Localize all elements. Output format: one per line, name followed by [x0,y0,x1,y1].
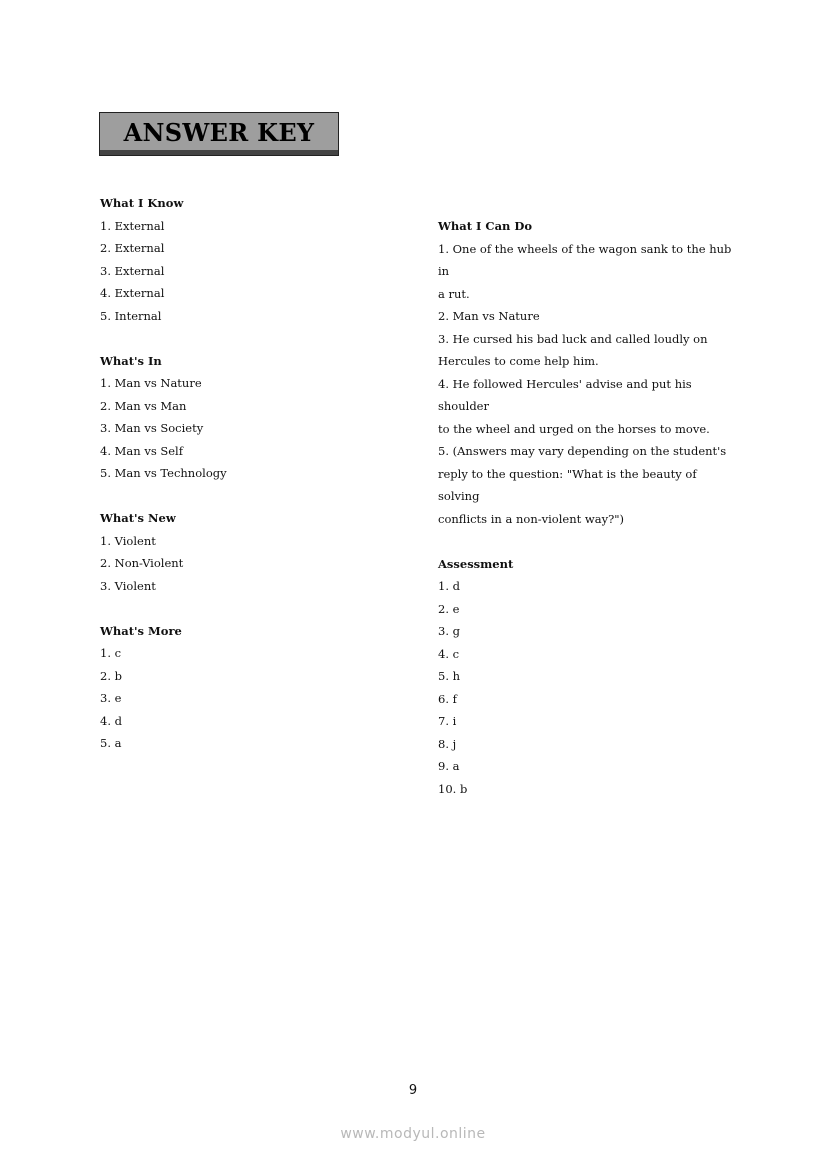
list-item: 4. Man vs Self [100,443,183,458]
answer-line: a rut. [438,286,470,301]
watermark: www.modyul.online [340,1126,486,1142]
list-item: 2. External [100,241,165,255]
list-item: 2. Man vs Man [100,398,187,413]
list-item: 4. External [100,286,165,300]
list-item: 5. Internal [100,308,162,323]
list-item: 3. Violent [100,578,156,593]
list-item: 1. c [100,646,122,660]
right-column [438,215,738,800]
list-item: 7. i [438,714,457,728]
answer-line: to the wheel and urged on the horses to move. [438,421,710,436]
answer-line: Hercules to come help him. [438,354,599,368]
list-item: 10. b [438,781,468,796]
page-number: 9 [408,1083,418,1098]
list-item: 1. Violent [100,533,156,548]
list-item: 8. j [438,736,457,751]
answer-line: reply to the question: "What is the beauty of solving [438,466,697,503]
list-item: 2. b [100,668,122,683]
list-item: 5. h [438,669,461,683]
list-item: 2. e [438,601,460,616]
answer-key-title-box [99,112,339,156]
list-item: 3. e [100,691,122,705]
list-item: 1. External [100,218,165,233]
page-title: ANSWER KEY [123,117,315,147]
section-heading-whats-in: What's In [100,353,162,368]
section-heading-whats-more: What's More [100,623,182,638]
answer-line: 2. Man vs Nature [438,309,540,323]
list-item: 1. d [438,579,460,593]
list-item: 6. f [438,691,457,706]
list-item: 3. External [100,263,165,278]
list-item: 2. Non-Violent [100,556,184,570]
list-item: 1. Man vs Nature [100,376,202,390]
answer-line: conflicts in a non-violent way?") [438,511,625,526]
section-heading-what-i-can-do: What I Can Do [438,219,533,233]
left-column [100,192,400,755]
list-item: 4. d [100,713,122,728]
list-item: 3. g [438,624,460,638]
list-item: 5. Man vs Technology [100,466,227,480]
section-heading-assessment: Assessment [438,556,514,571]
answer-line: 5. (Answers may vary depending on the student's [438,444,727,458]
answer-line: 3. He cursed his bad luck and called loudly on [438,331,708,346]
answer-line: 4. He followed Hercules' advise and put his shoulder [438,376,692,413]
section-heading-whats-new: What's New [100,511,176,525]
section-heading-what-i-know: What I Know [100,196,184,210]
answer-line: 1. One of the wheels of the wagon sank to the hub in [438,241,732,278]
list-item: 4. c [438,646,460,661]
list-item: 5. a [100,736,122,750]
list-item: 3. Man vs Society [100,421,204,435]
list-item: 9. a [438,759,460,773]
